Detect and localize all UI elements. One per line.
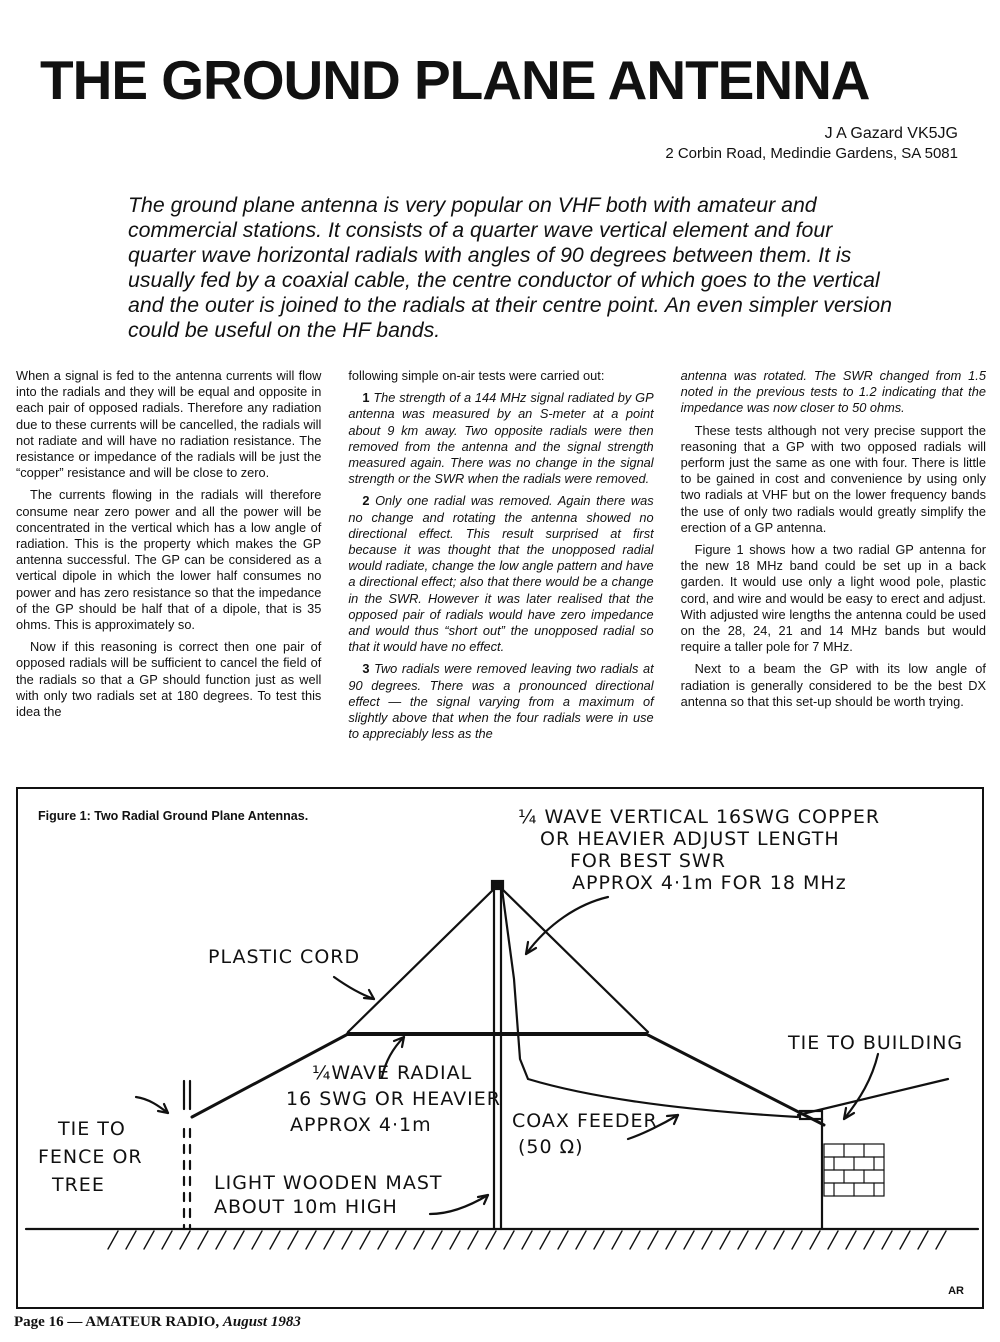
test-number: 1 (362, 390, 370, 406)
arrow-tie-building (844, 1054, 878, 1119)
paragraph: These tests although not very precise support the reasoning that a GP with two opposed radials will perform just the same as one with four. There is little to be gained in cost and convenience by using only two radials at VHF but on the lower frequency bands the use of only two radials would greatly simplify the erection of a GP antenna. (680, 422, 986, 535)
paragraph: antenna was rotated. The SWR changed from 1.5 noted in the previous tests to 1.2 indicating that the impedance was now closer to 50 ohms. (680, 368, 986, 416)
label-tie-fence-3: TREE (52, 1174, 105, 1196)
page-footer (14, 1314, 301, 1331)
label-vertical-line-4: APPROX 4·1m FOR 18 MHz (572, 872, 847, 894)
article-intro: The ground plane antenna is very popular on VHF both with amateur and commercial stations. It consists of a quarter wave vertical element and four quarter wave horizontal radials with angles of 90 degrees between them. It is usually fed by a coaxial cable, the centre conductor of which goes to the vertical and the outer is joined to the radials at their centre point. An even simpler version could be useful on the HF bands. (128, 193, 892, 342)
ground-hatching (108, 1231, 946, 1249)
test-number: 3 (362, 661, 370, 677)
label-radial-2: 16 SWG OR HEAVIER (286, 1088, 501, 1110)
paragraph: The currents flowing in the radials will therefore consume near zero power and all the power will be concentrated in the vertical which has a low angle of radiation. This is the property which makes the GP antenna successful. The GP can be considered as a vertical dipole in which the lower half consumes no power and has zero resistance so that the impedance of the GP should be half that of a dipole, that is 35 ohms. This is approximately so. (16, 487, 322, 633)
test-text: Two radials were removed leaving two radials at 90 degrees. There was a pronounced directional effect — the signal varying from a maximum of slightly above that when the four radials were in use to appreciably less as the (348, 661, 654, 742)
label-tie-fence-1: TIE TO (58, 1118, 126, 1140)
ar-logo-mark: AR (948, 1285, 964, 1297)
footer-date: August 1983 (222, 1314, 301, 1330)
column-3 (681, 368, 986, 778)
author-name: J A Gazard VK5JG (824, 125, 958, 142)
test-text: The strength of a 144 MHz signal radiated by GP antenna was measured by an S-meter at a point about 9 km away. Two opposite radials were then removed from the antenna and the signal strength measured again. There was no change in the signal strength or the SWR when the radials were removed. (348, 390, 654, 487)
column-2 (348, 368, 653, 778)
paragraph: When a signal is fed to the antenna currents will flow into the radials and they will be equal and opposite in each pair of opposed radials. Therefore any radiation due to these currents will be cancelled, the radials will not radiate and will have no radiation resistance. The resistance or impedance of the radials will be just the “copper” resistance and will be close to zero. (16, 368, 322, 481)
column-1 (16, 368, 321, 778)
label-vertical-line-1: ¼ WAVE VERTICAL 16SWG COPPER (518, 806, 881, 828)
body-columns (16, 368, 986, 778)
figure-caption: Figure 1: Two Radial Ground Plane Antennas. (38, 809, 309, 823)
test-text: Only one radial was removed. Again there was no change and rotating the antenna showed no directional effect. This result surprised at first because it was thought that the unopposed radial would radiate, change the low angle pattern and have a directional effect; also that there would be a change in the SWR. However it was later realised that the opposed pair of radials would have zero impedance and would thus “short out” the unopposed radial so that it would have no effect. (348, 493, 654, 655)
paragraph: Next to a beam the GP with its low angle of radiation is generally considered to be the best DX antenna so that this set-up should be worth trying. (680, 661, 986, 709)
test-paragraph (348, 661, 653, 742)
author-address: 2 Corbin Road, Medindie Gardens, SA 5081 (665, 145, 958, 162)
label-vertical-line-3: FOR BEST SWR (570, 850, 726, 872)
label-mast-1: LIGHT WOODEN MAST (214, 1172, 443, 1194)
plastic-cord-right-line (500, 887, 648, 1032)
paragraph: Now if this reasoning is correct then one pair of opposed radials will be sufficient to cancel the field of the radials so that a GP should function just as well with only two radials set at 180 degrees. To test this idea the (16, 639, 322, 720)
label-plastic-cord: PLASTIC CORD (208, 946, 361, 968)
paragraph: following simple on-air tests were carried out: (348, 368, 605, 383)
label-radial-3: APPROX 4·1m (290, 1114, 432, 1136)
plastic-cord-left-line (348, 887, 496, 1032)
label-coax-1: COAX FEEDER (512, 1110, 658, 1132)
author-block (665, 124, 958, 164)
label-tie-fence-2: FENCE OR (38, 1146, 143, 1168)
brick-wall (824, 1144, 884, 1196)
label-mast-2: ABOUT 10m HIGH (214, 1196, 398, 1218)
paragraph: Figure 1 shows how a two radial GP antenna for the new 18 MHz band could be set up in a back garden. It would use only a light wood pole, plastic cord, and wire and would be easy to erect and adjust. With adjusted wire lengths the antenna could be used on the 28, 24, 21 and 14 MHz bands but would require a taller pole for 7 MHz. (680, 542, 986, 655)
test-number: 2 (362, 493, 370, 509)
label-tie-building: TIE TO BUILDING (788, 1032, 964, 1054)
article-title: THE GROUND PLANE ANTENNA (40, 49, 870, 111)
footer-page: Page 16 — (14, 1314, 86, 1330)
coax-feeder (502, 889, 798, 1117)
test-paragraph (348, 493, 653, 655)
label-vertical-line-2: OR HEAVIER ADJUST LENGTH (540, 828, 840, 850)
tie-line (798, 1079, 948, 1115)
arrow-plastic-cord (334, 977, 374, 999)
label-radial-1: ¼WAVE RADIAL (312, 1062, 473, 1084)
test-paragraph (348, 390, 653, 487)
footer-magazine: AMATEUR RADIO, (85, 1314, 220, 1330)
arrow-tie-fence (136, 1097, 168, 1113)
label-coax-2: (50 Ω) (518, 1136, 584, 1158)
figure-1 (16, 787, 984, 1309)
